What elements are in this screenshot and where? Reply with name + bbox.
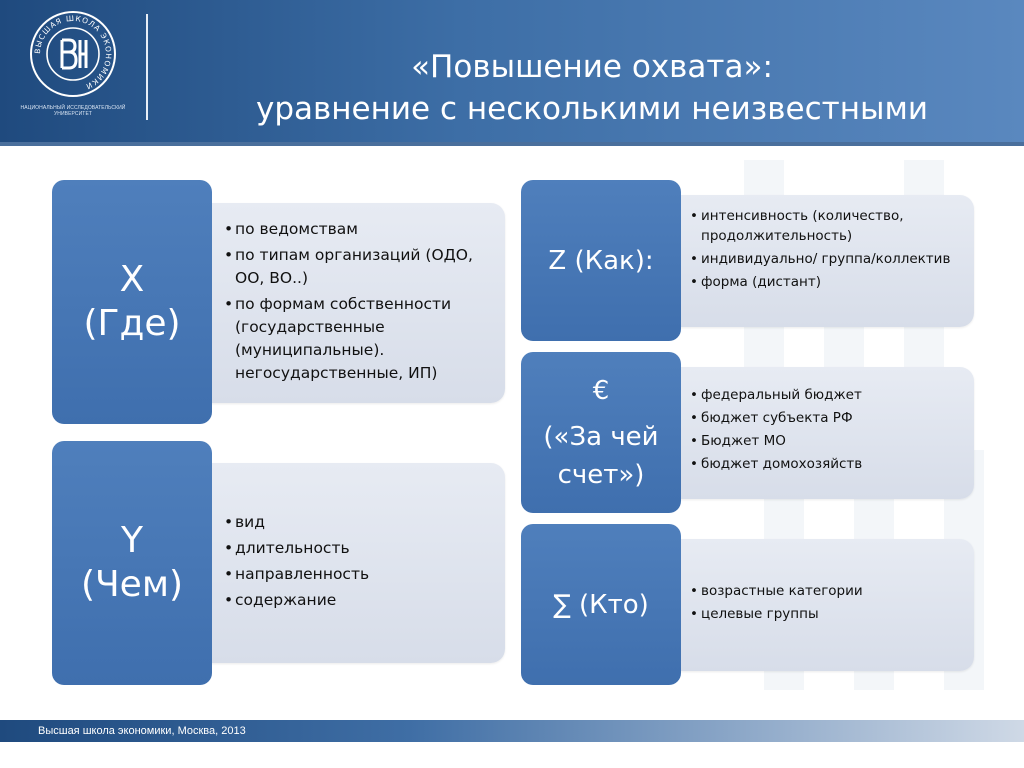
- list-item: • направленность: [224, 563, 494, 586]
- title-line2: уравнение с несколькими неизвестными: [256, 91, 928, 127]
- logo-divider: [146, 14, 148, 120]
- card-z-tile: [521, 180, 681, 341]
- card-euro-label1: («За чей: [543, 421, 659, 452]
- card-euro-tile: [521, 352, 681, 513]
- list-item: • интенсивность (количество, продолжительность): [690, 206, 966, 246]
- card-sum-label: ∑ (Кто): [553, 589, 649, 620]
- list-item: • по типам организаций (ОДО, ОО, ВО..): [224, 244, 494, 290]
- card-sum-list: [690, 581, 966, 627]
- card-euro-symbol: €: [592, 375, 610, 406]
- card-y-list: [224, 511, 494, 615]
- card-z-label: Z (Как):: [548, 245, 654, 276]
- card-euro-list: [690, 385, 966, 477]
- list-item: • Бюджет МО: [690, 431, 966, 451]
- card-euro-label2: счет»): [557, 459, 645, 490]
- card-z-list: [690, 206, 966, 295]
- logo-ring-text: ВЫСШАЯ ШКОЛА ЭКОНОМИКИ: [32, 13, 114, 92]
- list-item: • по формам собственности (государственные (муниципальные). негосударственные, ИП): [224, 293, 494, 385]
- list-item: • целевые группы: [690, 604, 966, 624]
- footer-bar: [0, 720, 1024, 742]
- footer-text: Высшая школа экономики, Москва, 2013: [38, 725, 246, 737]
- list-item: • содержание: [224, 589, 494, 612]
- list-item: • бюджет субъекта РФ: [690, 408, 966, 428]
- card-y-label: (Чем): [80, 564, 184, 605]
- card-y-symbol: Y: [121, 520, 143, 561]
- list-item: • бюджет домохозяйств: [690, 454, 966, 474]
- card-x-label: (Где): [83, 303, 181, 344]
- logo-caption: [14, 105, 132, 117]
- title-line1: «Повышение охвата»:: [411, 49, 773, 85]
- list-item: • федеральный бюджет: [690, 385, 966, 405]
- logo-caption-line1: НАЦИОНАЛЬНЫЙ ИССЛЕДОВАТЕЛЬСКИЙ: [20, 105, 126, 111]
- card-y-tile: [52, 441, 212, 685]
- hse-emblem-icon: [29, 10, 117, 98]
- card-x-tile: [52, 180, 212, 424]
- slide-title: [160, 46, 1024, 130]
- logo-caption-line2: УНИВЕРСИТЕТ: [53, 111, 93, 117]
- list-item: • по ведомствам: [224, 218, 494, 241]
- list-item: • возрастные категории: [690, 581, 966, 601]
- card-sum-tile: [521, 524, 681, 685]
- header-stripe: [0, 142, 1024, 146]
- hse-logo: [14, 10, 132, 125]
- list-item: • индивидуально/ группа/коллектив: [690, 249, 966, 269]
- card-x-list: [224, 218, 494, 388]
- list-item: • форма (дистант): [690, 272, 966, 292]
- list-item: • длительность: [224, 537, 494, 560]
- list-item: • вид: [224, 511, 494, 534]
- card-x-symbol: X: [119, 259, 145, 300]
